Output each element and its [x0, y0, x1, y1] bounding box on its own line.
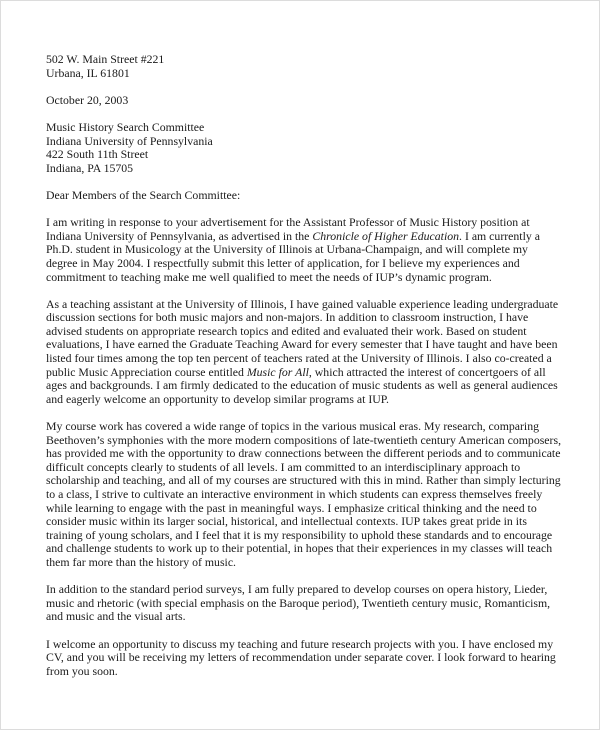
letter-paragraph-1 — [46, 216, 562, 284]
letter-date-block — [46, 94, 562, 108]
paragraph-text: In addition to the standard period surveys, I am fully prepared to develop courses on opera history, Lieder, music and rhetoric (with special emphasis on the Baroque period), Twentieth century music, Romanticism, and music and the visual arts. — [46, 582, 551, 624]
letter-paragraph-5 — [46, 638, 562, 679]
italic-title: Music for All — [246, 364, 309, 379]
paragraph-text: I welcome an opportunity to discuss my teaching and future research projects with you. I have enclosed my CV, and you will be receiving my letters of recommendation under separate cover. I look forward to hearing from you soon. — [46, 636, 556, 678]
letter-paragraphs — [46, 216, 562, 678]
letter-date: October 20, 2003 — [46, 92, 129, 107]
letter-paragraph-4 — [46, 583, 562, 624]
paragraph-text: My course work has covered a wide range of topics in the various musical eras. My research, comparing Beethoven’s symphonies with the more modern compositions of late-twentieth century American composers, has provided me with the opportunity to draw connections between the different periods and to communicate difficult concepts clearly to students of all levels. I am committed to an interdisciplinary approach to scholarship and teaching, and all of my courses are structured with this in mind. Rather than simply lecturing to a class, I strive to cultivate an interactive environment in which students can express themselves freely while learning to engage with the past in meaningful ways. I emphasize critical thinking and the need to consider music within its larger social, historical, and intellectual contexts. IUP takes great pride in its training of young scholars, and I feel that it is my responsibility to uphold these standards and to encourage and challenge students to work up to their potential, in hopes that their experiences in my classes will teach them far more than the history of music. — [46, 419, 562, 569]
salutation: Dear Members of the Search Committee: — [46, 187, 241, 202]
recipient-address-line: Music History Search Committee — [46, 119, 205, 134]
sender-address-line: Urbana, IL 61801 — [46, 65, 130, 80]
italic-title: Chronicle of Higher Education — [312, 228, 460, 243]
recipient-address-line: 422 South 11th Street — [46, 147, 149, 162]
letter-body — [46, 53, 562, 692]
recipient-address-line: Indiana University of Pennsylvania — [46, 133, 213, 148]
recipient-address — [46, 121, 562, 175]
paragraph-text: . I am currently a Ph.D. student in Musicology at the University of Illinois at Urbana-Champaign, and will complete my degree in May 2004. I respectfully submit this letter of application, for I believe my experiences and commitment to teaching make me well qualified to meet the needs of IUP’s dynamic program. — [46, 228, 540, 284]
sender-address — [46, 53, 562, 80]
sender-address-line: 502 W. Main Street #221 — [46, 52, 165, 66]
letter-paragraph-2 — [46, 298, 562, 407]
paragraph-text: I am writing in response to your advertisement for the Assistant Professor of Music History position at Indiana University of Pennsylvania, as advertised in the — [46, 215, 530, 243]
recipient-address-line: Indiana, PA 15705 — [46, 160, 134, 175]
paragraph-text: As a teaching assistant at the University of Illinois, I have gained valuable experience leading undergraduate discussion sections for both music majors and non-majors. In addition to classroom instruction, I have advised students on appropriate research topics and edited and evaluated their work. Based on student evaluations, I have earned the Graduate Teaching Award for every semester that I have taught and have been listed four times among the top ten percent of teachers rated at the University of Illinois. I also co-created a public Music Appreciation course entitled — [46, 296, 559, 379]
letter-paragraph-3 — [46, 420, 562, 570]
paragraph-text: , which attracted the interest of concertgoers of all ages and backgrounds. I am firmly dedicated to the education of music students as well as general audiences and eagerly welcome an opportunity to develop similar programs at IUP. — [46, 364, 558, 406]
